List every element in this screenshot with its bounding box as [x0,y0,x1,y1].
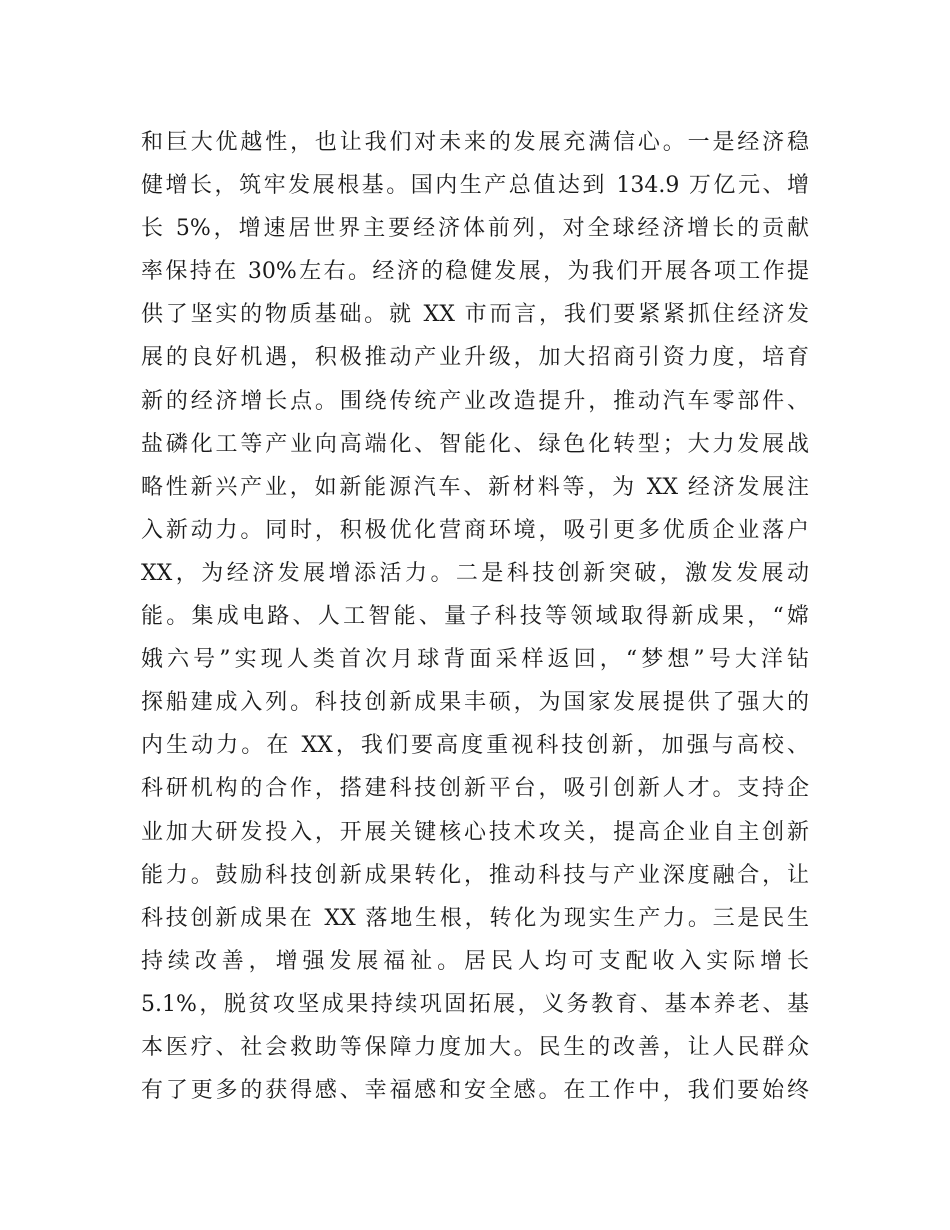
text-line: 能力。鼓励科技创新成果转化，推动科技与产业深度融合，让 [141,862,809,888]
text-line: 略性新兴产业，如新能源汽车、新材料等，为 XX 经济发展注 [141,474,809,500]
text-line: 率保持在 30%左右。经济的稳健发展，为我们开展各项工作提 [141,259,809,285]
text-line: XX，为经济发展增添活力。二是科技创新突破，激发发展动 [141,560,809,586]
body-paragraph [141,121,809,1112]
text-line: 和巨大优越性，也让我们对未来的发展充满信心。一是经济稳 [141,130,809,155]
text-line: 内生动力。在 XX，我们要高度重视科技创新，加强与高校、 [141,733,809,759]
text-line: 娥六号”实现人类首次月球背面采样返回，“梦想”号大洋钻 [141,647,809,673]
text-line: 供了坚实的物质基础。就 XX 市而言，我们要紧紧抓住经济发 [141,302,809,328]
text-line: 新的经济增长点。围绕传统产业改造提升，推动汽车零部件、 [141,388,809,414]
text-line: 业加大研发投入，开展关键核心技术攻关，提高企业自主创新 [141,819,809,845]
text-line: 展的良好机遇，积极推动产业升级，加大招商引资力度，培育 [141,345,809,371]
text-line: 健增长，筑牢发展根基。国内生产总值达到 134.9 万亿元、增 [141,173,809,199]
text-line: 科研机构的合作，搭建科技创新平台，吸引创新人才。支持企 [141,776,809,802]
text-line: 能。集成电路、人工智能、量子科技等领域取得新成果，“嫦 [141,604,809,630]
text-line: 持续改善，增强发展福祉。居民人均可支配收入实际增长 [141,948,809,974]
text-line: 科技创新成果在 XX 落地生根，转化为现实生产力。三是民生 [141,905,809,931]
text-line: 有了更多的获得感、幸福感和安全感。在工作中，我们要始终 [141,1078,809,1104]
text-line: 盐磷化工等产业向高端化、智能化、绿色化转型；大力发展战 [141,431,809,457]
text-line: 入新动力。同时，积极优化营商环境，吸引更多优质企业落户 [141,517,809,543]
text-line: 长 5%，增速居世界主要经济体前列，对全球经济增长的贡献 [141,216,809,242]
text-line: 探船建成入列。科技创新成果丰硕，为国家发展提供了强大的 [141,690,809,716]
text-line: 本医疗、社会救助等保障力度加大。民生的改善，让人民群众 [141,1034,809,1060]
text-line: 5.1%，脱贫攻坚成果持续巩固拓展，义务教育、基本养老、基 [141,991,809,1017]
